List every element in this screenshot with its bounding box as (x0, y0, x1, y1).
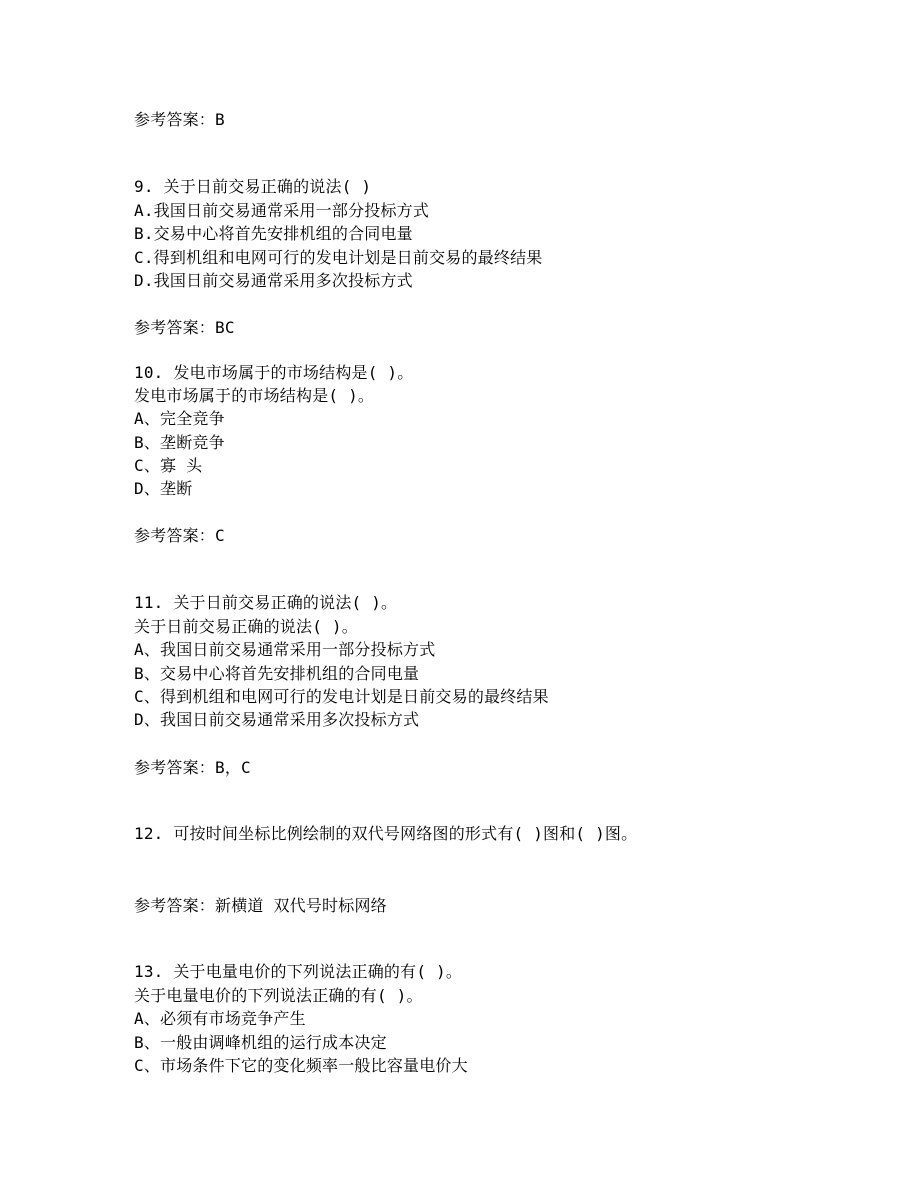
question-11-stem-repeat: 关于日前交易正确的说法( )。 (134, 617, 358, 636)
question-9-option-c: C.得到机组和电网可行的发电计划是日前交易的最终结果 (134, 248, 543, 267)
answer-label: 参考答案： (134, 896, 216, 915)
question-13-stem: 13. 关于电量电价的下列说法正确的有( )。 (134, 962, 463, 981)
question-11-option-a: A、我国日前交易通常采用一部分投标方式 (134, 640, 436, 659)
answer-value: B (215, 110, 225, 129)
question-13-option-b: B、一般由调峰机组的运行成本决定 (134, 1033, 387, 1052)
answer-label: 参考答案： (134, 318, 216, 337)
question-10-option-a: A、完全竞争 (134, 409, 225, 428)
answer-line-q9 (134, 316, 235, 339)
question-11-stem: 11. 关于日前交易正确的说法( )。 (134, 593, 398, 612)
question-9-option-a: A.我国日前交易通常采用一部分投标方式 (134, 201, 430, 220)
question-10-stem: 10. 发电市场属于的市场结构是( )。 (134, 363, 414, 382)
question-13-stem-repeat: 关于电量电价的下列说法正确的有( )。 (134, 986, 423, 1005)
question-9-stem: 9. 关于日前交易正确的说法( ) (134, 177, 372, 196)
question-9-option-b: B.交易中心将首先安排机组的合同电量 (134, 224, 413, 243)
answer-line-prev (134, 108, 225, 131)
question-10-option-b: B、垄断竞争 (134, 433, 225, 452)
question-9-option-d: D.我国日前交易通常采用多次投标方式 (134, 271, 413, 290)
question-12-stem: 12. 可按时间坐标比例绘制的双代号网络图的形式有( )图和( )图。 (134, 824, 638, 843)
answer-value: 新横道 双代号时标网络 (215, 896, 387, 915)
answer-value: BC (215, 318, 235, 337)
question-11-option-d: D、我国日前交易通常采用多次投标方式 (134, 710, 420, 729)
question-10-option-d: D、垄断 (134, 479, 193, 498)
answer-line-q10 (134, 524, 225, 547)
answer-value: C (215, 526, 225, 545)
question-10-option-c: C、寡 头 (134, 456, 203, 475)
answer-line-q11 (134, 756, 251, 779)
answer-label: 参考答案： (134, 758, 216, 777)
question-10-stem-repeat: 发电市场属于的市场结构是( )。 (134, 386, 375, 405)
answer-line-q12 (134, 894, 387, 917)
question-13-option-a: A、必须有市场竞争产生 (134, 1009, 306, 1028)
answer-value: B，C (215, 758, 251, 777)
answer-label: 参考答案： (134, 110, 216, 129)
question-13-option-c: C、市场条件下它的变化频率一般比容量电价大 (134, 1056, 468, 1075)
answer-label: 参考答案： (134, 526, 216, 545)
question-11-option-c: C、得到机组和电网可行的发电计划是日前交易的最终结果 (134, 687, 549, 706)
question-11-option-b: B、交易中心将首先安排机组的合同电量 (134, 664, 420, 683)
